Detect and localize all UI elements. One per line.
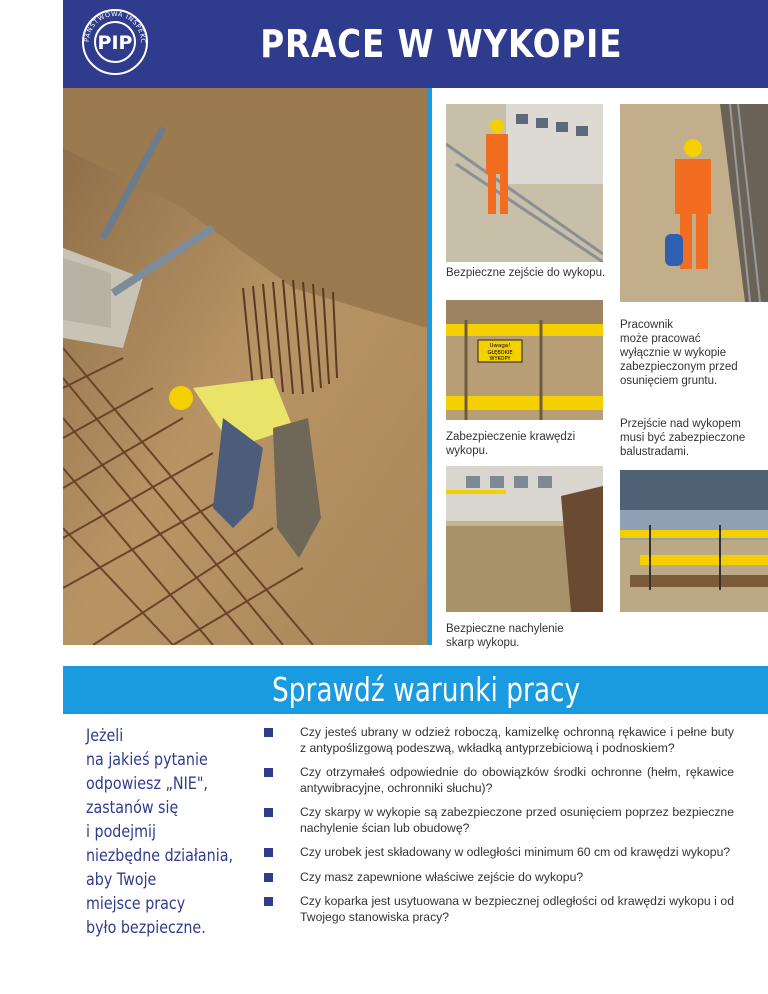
- section-title: Sprawdź warunki pracy: [272, 670, 581, 709]
- accent-stripe: [427, 88, 432, 645]
- photo-crossing: [620, 470, 768, 612]
- list-item: Czy urobek jest składowany w odległości minimum 60 cm od krawędzi wykopu?: [264, 845, 734, 861]
- photo-stairs: [446, 104, 603, 262]
- list-item: Czy jesteś ubrany w odzież roboczą, kamizelkę ochronną rękawice i pełne buty z antypoślizgową podeszwą, wkładką antyprzebiciową i podnoskiem?: [264, 725, 734, 756]
- caption-worker-protected: Pracownik może pracować wyłącznie w wykopie zabezpieczonym przed osunięciem gruntu.: [620, 319, 738, 387]
- square-bullet-icon: [264, 728, 273, 737]
- caption-stairs: Bezpieczne zejście do wykopu.: [446, 267, 606, 279]
- square-bullet-icon: [264, 848, 273, 857]
- square-bullet-icon: [264, 768, 273, 777]
- sidebar-note: Jeżeli na jakieś pytanie odpowiesz „NIE", zastanów się i podejmij niezbędne działania, aby Twoje miejsce pracy było bezpieczne.: [86, 726, 233, 938]
- header-bar: [63, 0, 768, 88]
- logo-letters: PIP: [97, 32, 133, 54]
- list-item: Czy otrzymałeś odpowiednie do obowiązków środki ochronne (hełm, rękawice antywibracyjne, ochronniki słuchu)?: [264, 765, 734, 796]
- caption-edge-protection: Zabezpieczenie krawędzi wykopu.: [446, 431, 576, 457]
- list-item: Czy skarpy w wykopie są zabezpieczone przed osunięciem poprzez bezpieczne nachylenie ścian lub obudowę?: [264, 805, 734, 836]
- photo-edge-protection: [446, 300, 603, 420]
- logo-ring-text: PAŃSTWOWA INSPEKC: [82, 9, 148, 44]
- square-bullet-icon: [264, 897, 273, 906]
- sign-line-1: Uwaga!: [489, 343, 511, 349]
- list-item: Czy koparka jest usytuowana w bezpiecznej odległości od krawędzi wykopu i od Twojego stanowiska pracy?: [264, 894, 734, 925]
- sign-line-3: WYKOPY: [489, 356, 511, 362]
- main-photo-worker-rebar: [63, 88, 427, 645]
- caption-crossing: Przejście nad wykopem musi być zabezpieczone balustradami.: [620, 418, 746, 458]
- caption-slope: Bezpieczne nachylenie skarp wykopu.: [446, 623, 564, 649]
- photo-worker-trench: [620, 104, 768, 302]
- square-bullet-icon: [264, 873, 273, 882]
- sign-line-2: GŁĘBOKIE: [487, 350, 513, 356]
- section-banner: [63, 666, 768, 714]
- photo-slope: [446, 466, 603, 612]
- page-title: PRACE W WYKOPIE: [260, 22, 623, 66]
- questions-list: [264, 725, 734, 934]
- list-item: Czy masz zapewnione właściwe zejście do wykopu?: [264, 870, 734, 886]
- square-bullet-icon: [264, 808, 273, 817]
